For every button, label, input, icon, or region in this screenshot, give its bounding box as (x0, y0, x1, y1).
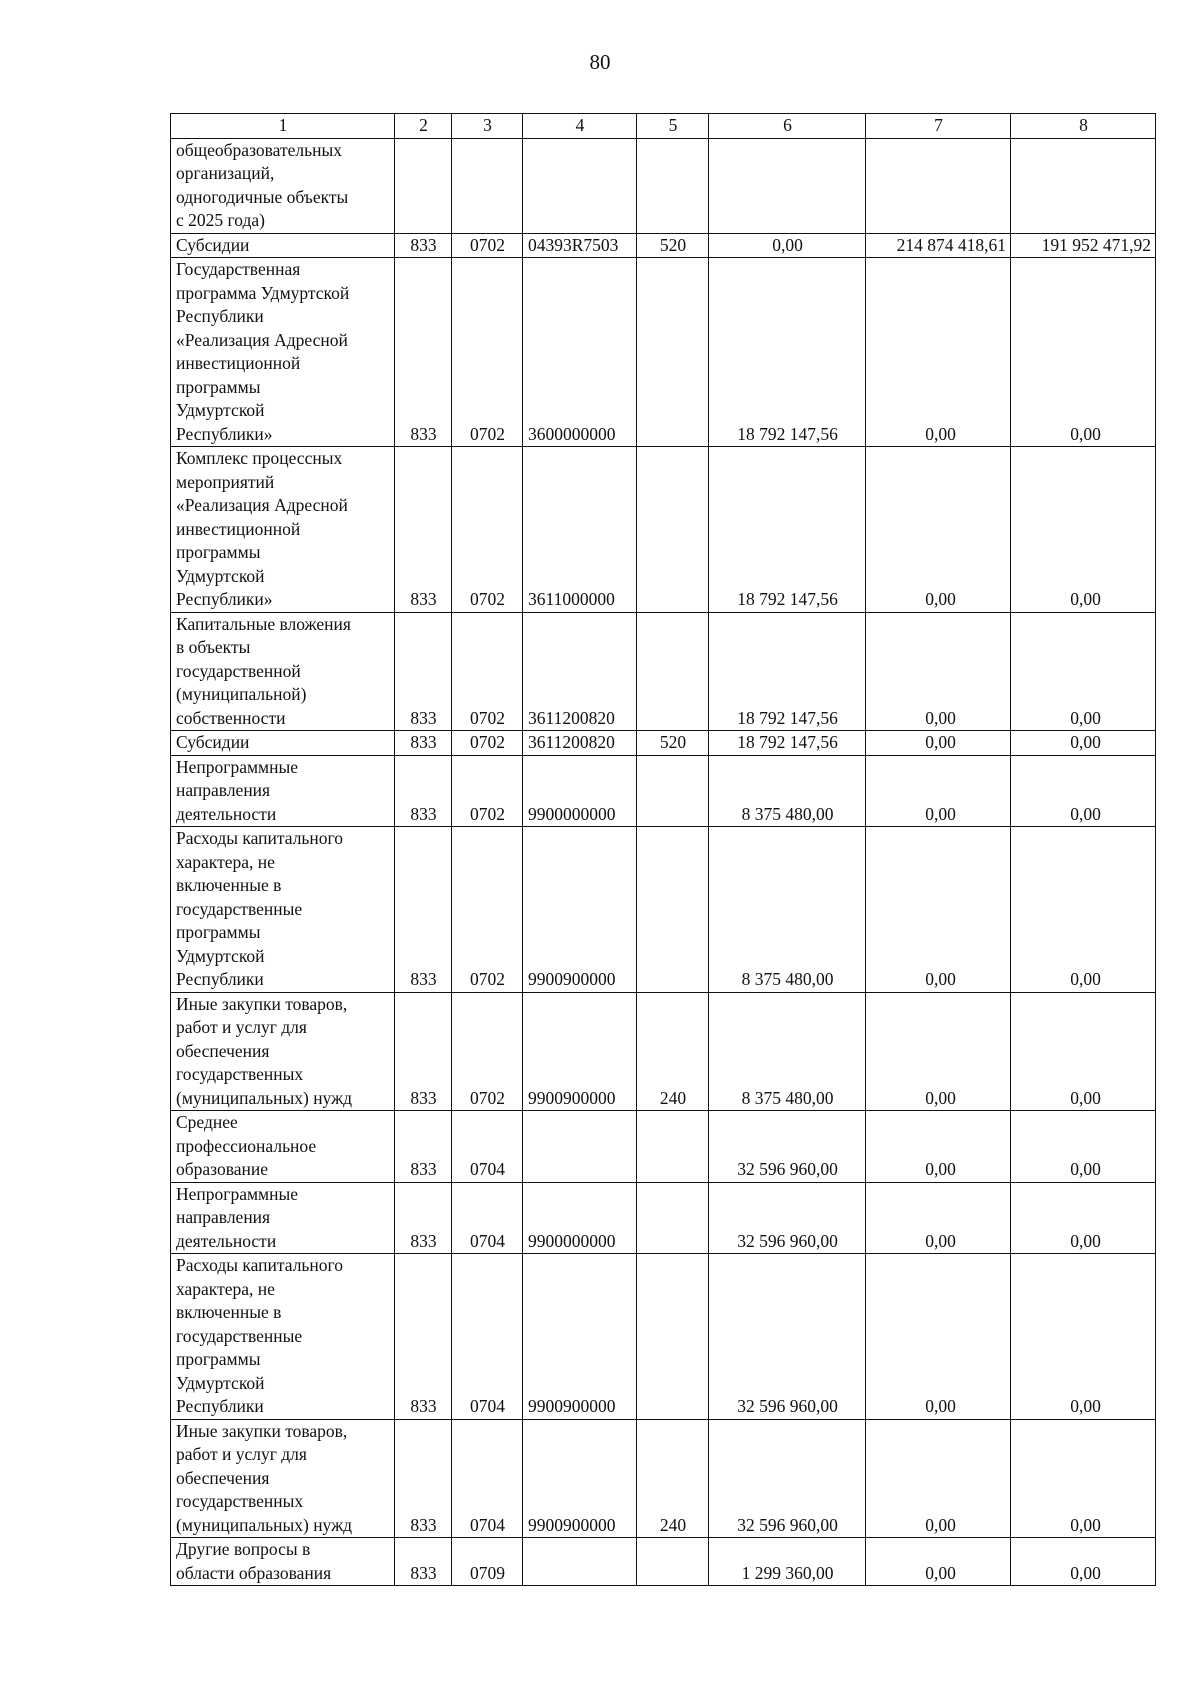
table-row (171, 1538, 1156, 1586)
amount-col6-cell: 32 596 960,00 (709, 1182, 866, 1254)
amount-col6-cell: 18 792 147,56 (709, 612, 866, 731)
ministry-code-cell: 833 (395, 1111, 452, 1183)
amount-col8-cell: 0,00 (1011, 731, 1156, 756)
table-row (171, 233, 1156, 258)
header-cell-5: 5 (637, 114, 709, 139)
amount-col7-cell: 0,00 (866, 612, 1011, 731)
amount-col6-cell: 18 792 147,56 (709, 258, 866, 447)
section-code-cell: 0702 (452, 827, 523, 993)
expense-type-cell (637, 138, 709, 233)
table-row (171, 1111, 1156, 1183)
item-name-cell: Комплекс процессных мероприятий «Реализация Адресной инвестиционной программы Удмуртской Республики» (171, 447, 395, 613)
amount-col8-cell (1011, 138, 1156, 233)
item-name-cell: Непрограммные направления деятельности (171, 755, 395, 827)
ministry-code-cell: 833 (395, 1182, 452, 1254)
section-code-cell: 0702 (452, 612, 523, 731)
ministry-code-cell: 833 (395, 992, 452, 1111)
amount-col8-cell: 0,00 (1011, 1419, 1156, 1538)
table-row (171, 138, 1156, 233)
amount-col6-cell: 32 596 960,00 (709, 1254, 866, 1420)
item-name-cell: Государственная программа Удмуртской Республики «Реализация Адресной инвестиционной программы Удмуртской Республики» (171, 258, 395, 447)
amount-col6-cell: 18 792 147,56 (709, 447, 866, 613)
target-article-cell (523, 1538, 637, 1586)
section-code-cell: 0704 (452, 1419, 523, 1538)
section-code-cell: 0709 (452, 1538, 523, 1586)
target-article-cell: 9900000000 (523, 755, 637, 827)
amount-col6-cell: 18 792 147,56 (709, 731, 866, 756)
section-code-cell: 0702 (452, 447, 523, 613)
header-cell-6: 6 (709, 114, 866, 139)
table-body (171, 138, 1156, 1586)
header-cell-3: 3 (452, 114, 523, 139)
amount-col7-cell: 0,00 (866, 447, 1011, 613)
expense-type-cell (637, 1111, 709, 1183)
header-row (171, 114, 1156, 139)
table-row (171, 731, 1156, 756)
expense-type-cell: 520 (637, 233, 709, 258)
expense-type-cell: 240 (637, 1419, 709, 1538)
table-row (171, 992, 1156, 1111)
amount-col8-cell: 0,00 (1011, 612, 1156, 731)
amount-col7-cell: 0,00 (866, 1182, 1011, 1254)
target-article-cell (523, 138, 637, 233)
amount-col7-cell: 0,00 (866, 1538, 1011, 1586)
expense-type-cell (637, 612, 709, 731)
amount-col8-cell: 191 952 471,92 (1011, 233, 1156, 258)
ministry-code-cell: 833 (395, 755, 452, 827)
amount-col7-cell: 214 874 418,61 (866, 233, 1011, 258)
section-code-cell: 0704 (452, 1254, 523, 1420)
section-code-cell: 0702 (452, 731, 523, 756)
item-name-cell: Расходы капитального характера, не включенные в государственные программы Удмуртской Республики (171, 827, 395, 993)
section-code-cell: 0702 (452, 755, 523, 827)
amount-col8-cell: 0,00 (1011, 1182, 1156, 1254)
amount-col6-cell: 32 596 960,00 (709, 1419, 866, 1538)
amount-col8-cell: 0,00 (1011, 992, 1156, 1111)
expense-type-cell (637, 447, 709, 613)
amount-col7-cell: 0,00 (866, 258, 1011, 447)
expense-type-cell (637, 827, 709, 993)
table-row (171, 612, 1156, 731)
ministry-code-cell: 833 (395, 731, 452, 756)
section-code-cell: 0702 (452, 992, 523, 1111)
target-article-cell: 04393R7503 (523, 233, 637, 258)
section-code-cell: 0702 (452, 258, 523, 447)
item-name-cell: Субсидии (171, 233, 395, 258)
ministry-code-cell: 833 (395, 1419, 452, 1538)
amount-col6-cell: 8 375 480,00 (709, 827, 866, 993)
table-row (171, 447, 1156, 613)
expense-type-cell (637, 1538, 709, 1586)
item-name-cell: Расходы капитального характера, не включенные в государственные программы Удмуртской Республики (171, 1254, 395, 1420)
ministry-code-cell: 833 (395, 258, 452, 447)
item-name-cell: Иные закупки товаров, работ и услуг для обеспечения государственных (муниципальных) нужд (171, 1419, 395, 1538)
ministry-code-cell: 833 (395, 1538, 452, 1586)
item-name-cell: Капитальные вложения в объекты государственной (муниципальной) собственности (171, 612, 395, 731)
table-row (171, 1182, 1156, 1254)
item-name-cell: Субсидии (171, 731, 395, 756)
target-article-cell: 9900900000 (523, 992, 637, 1111)
table-row (171, 258, 1156, 447)
ministry-code-cell: 833 (395, 233, 452, 258)
amount-col6-cell: 32 596 960,00 (709, 1111, 866, 1183)
amount-col8-cell: 0,00 (1011, 447, 1156, 613)
section-code-cell: 0704 (452, 1111, 523, 1183)
target-article-cell: 3611200820 (523, 612, 637, 731)
item-name-cell: Другие вопросы в области образования (171, 1538, 395, 1586)
amount-col7-cell: 0,00 (866, 1254, 1011, 1420)
amount-col6-cell: 1 299 360,00 (709, 1538, 866, 1586)
target-article-cell: 3600000000 (523, 258, 637, 447)
table-row (171, 1254, 1156, 1420)
table-row (171, 1419, 1156, 1538)
amount-col8-cell: 0,00 (1011, 1111, 1156, 1183)
ministry-code-cell: 833 (395, 612, 452, 731)
amount-col6-cell (709, 138, 866, 233)
amount-col7-cell: 0,00 (866, 827, 1011, 993)
target-article-cell: 3611000000 (523, 447, 637, 613)
section-code-cell: 0704 (452, 1182, 523, 1254)
ministry-code-cell: 833 (395, 447, 452, 613)
ministry-code-cell: 833 (395, 1254, 452, 1420)
amount-col7-cell: 0,00 (866, 755, 1011, 827)
amount-col6-cell: 8 375 480,00 (709, 755, 866, 827)
header-cell-8: 8 (1011, 114, 1156, 139)
item-name-cell: Непрограммные направления деятельности (171, 1182, 395, 1254)
amount-col7-cell: 0,00 (866, 1111, 1011, 1183)
target-article-cell: 3611200820 (523, 731, 637, 756)
amount-col7-cell: 0,00 (866, 731, 1011, 756)
amount-col8-cell: 0,00 (1011, 827, 1156, 993)
ministry-code-cell (395, 138, 452, 233)
target-article-cell (523, 1111, 637, 1183)
page-number: 80 (589, 50, 611, 74)
target-article-cell: 9900000000 (523, 1182, 637, 1254)
expense-type-cell (637, 258, 709, 447)
table-row (171, 827, 1156, 993)
budget-table (170, 113, 1156, 1586)
header-cell-2: 2 (395, 114, 452, 139)
section-code-cell (452, 138, 523, 233)
header-cell-4: 4 (523, 114, 637, 139)
expense-type-cell (637, 1254, 709, 1420)
amount-col6-cell: 8 375 480,00 (709, 992, 866, 1111)
target-article-cell: 9900900000 (523, 1254, 637, 1420)
amount-col8-cell: 0,00 (1011, 258, 1156, 447)
target-article-cell: 9900900000 (523, 827, 637, 993)
expense-type-cell (637, 755, 709, 827)
amount-col8-cell: 0,00 (1011, 755, 1156, 827)
amount-col6-cell: 0,00 (709, 233, 866, 258)
header-cell-7: 7 (866, 114, 1011, 139)
expense-type-cell: 240 (637, 992, 709, 1111)
section-code-cell: 0702 (452, 233, 523, 258)
amount-col7-cell (866, 138, 1011, 233)
item-name-cell: Среднее профессиональное образование (171, 1111, 395, 1183)
amount-col8-cell: 0,00 (1011, 1538, 1156, 1586)
amount-col7-cell: 0,00 (866, 1419, 1011, 1538)
header-cell-1: 1 (171, 114, 395, 139)
ministry-code-cell: 833 (395, 827, 452, 993)
item-name-cell: Иные закупки товаров, работ и услуг для обеспечения государственных (муниципальных) нужд (171, 992, 395, 1111)
expense-type-cell: 520 (637, 731, 709, 756)
item-name-cell: общеобразовательных организаций, одногодичные объекты с 2025 года) (171, 138, 395, 233)
target-article-cell: 9900900000 (523, 1419, 637, 1538)
table-row (171, 755, 1156, 827)
expense-type-cell (637, 1182, 709, 1254)
amount-col7-cell: 0,00 (866, 992, 1011, 1111)
amount-col8-cell: 0,00 (1011, 1254, 1156, 1420)
